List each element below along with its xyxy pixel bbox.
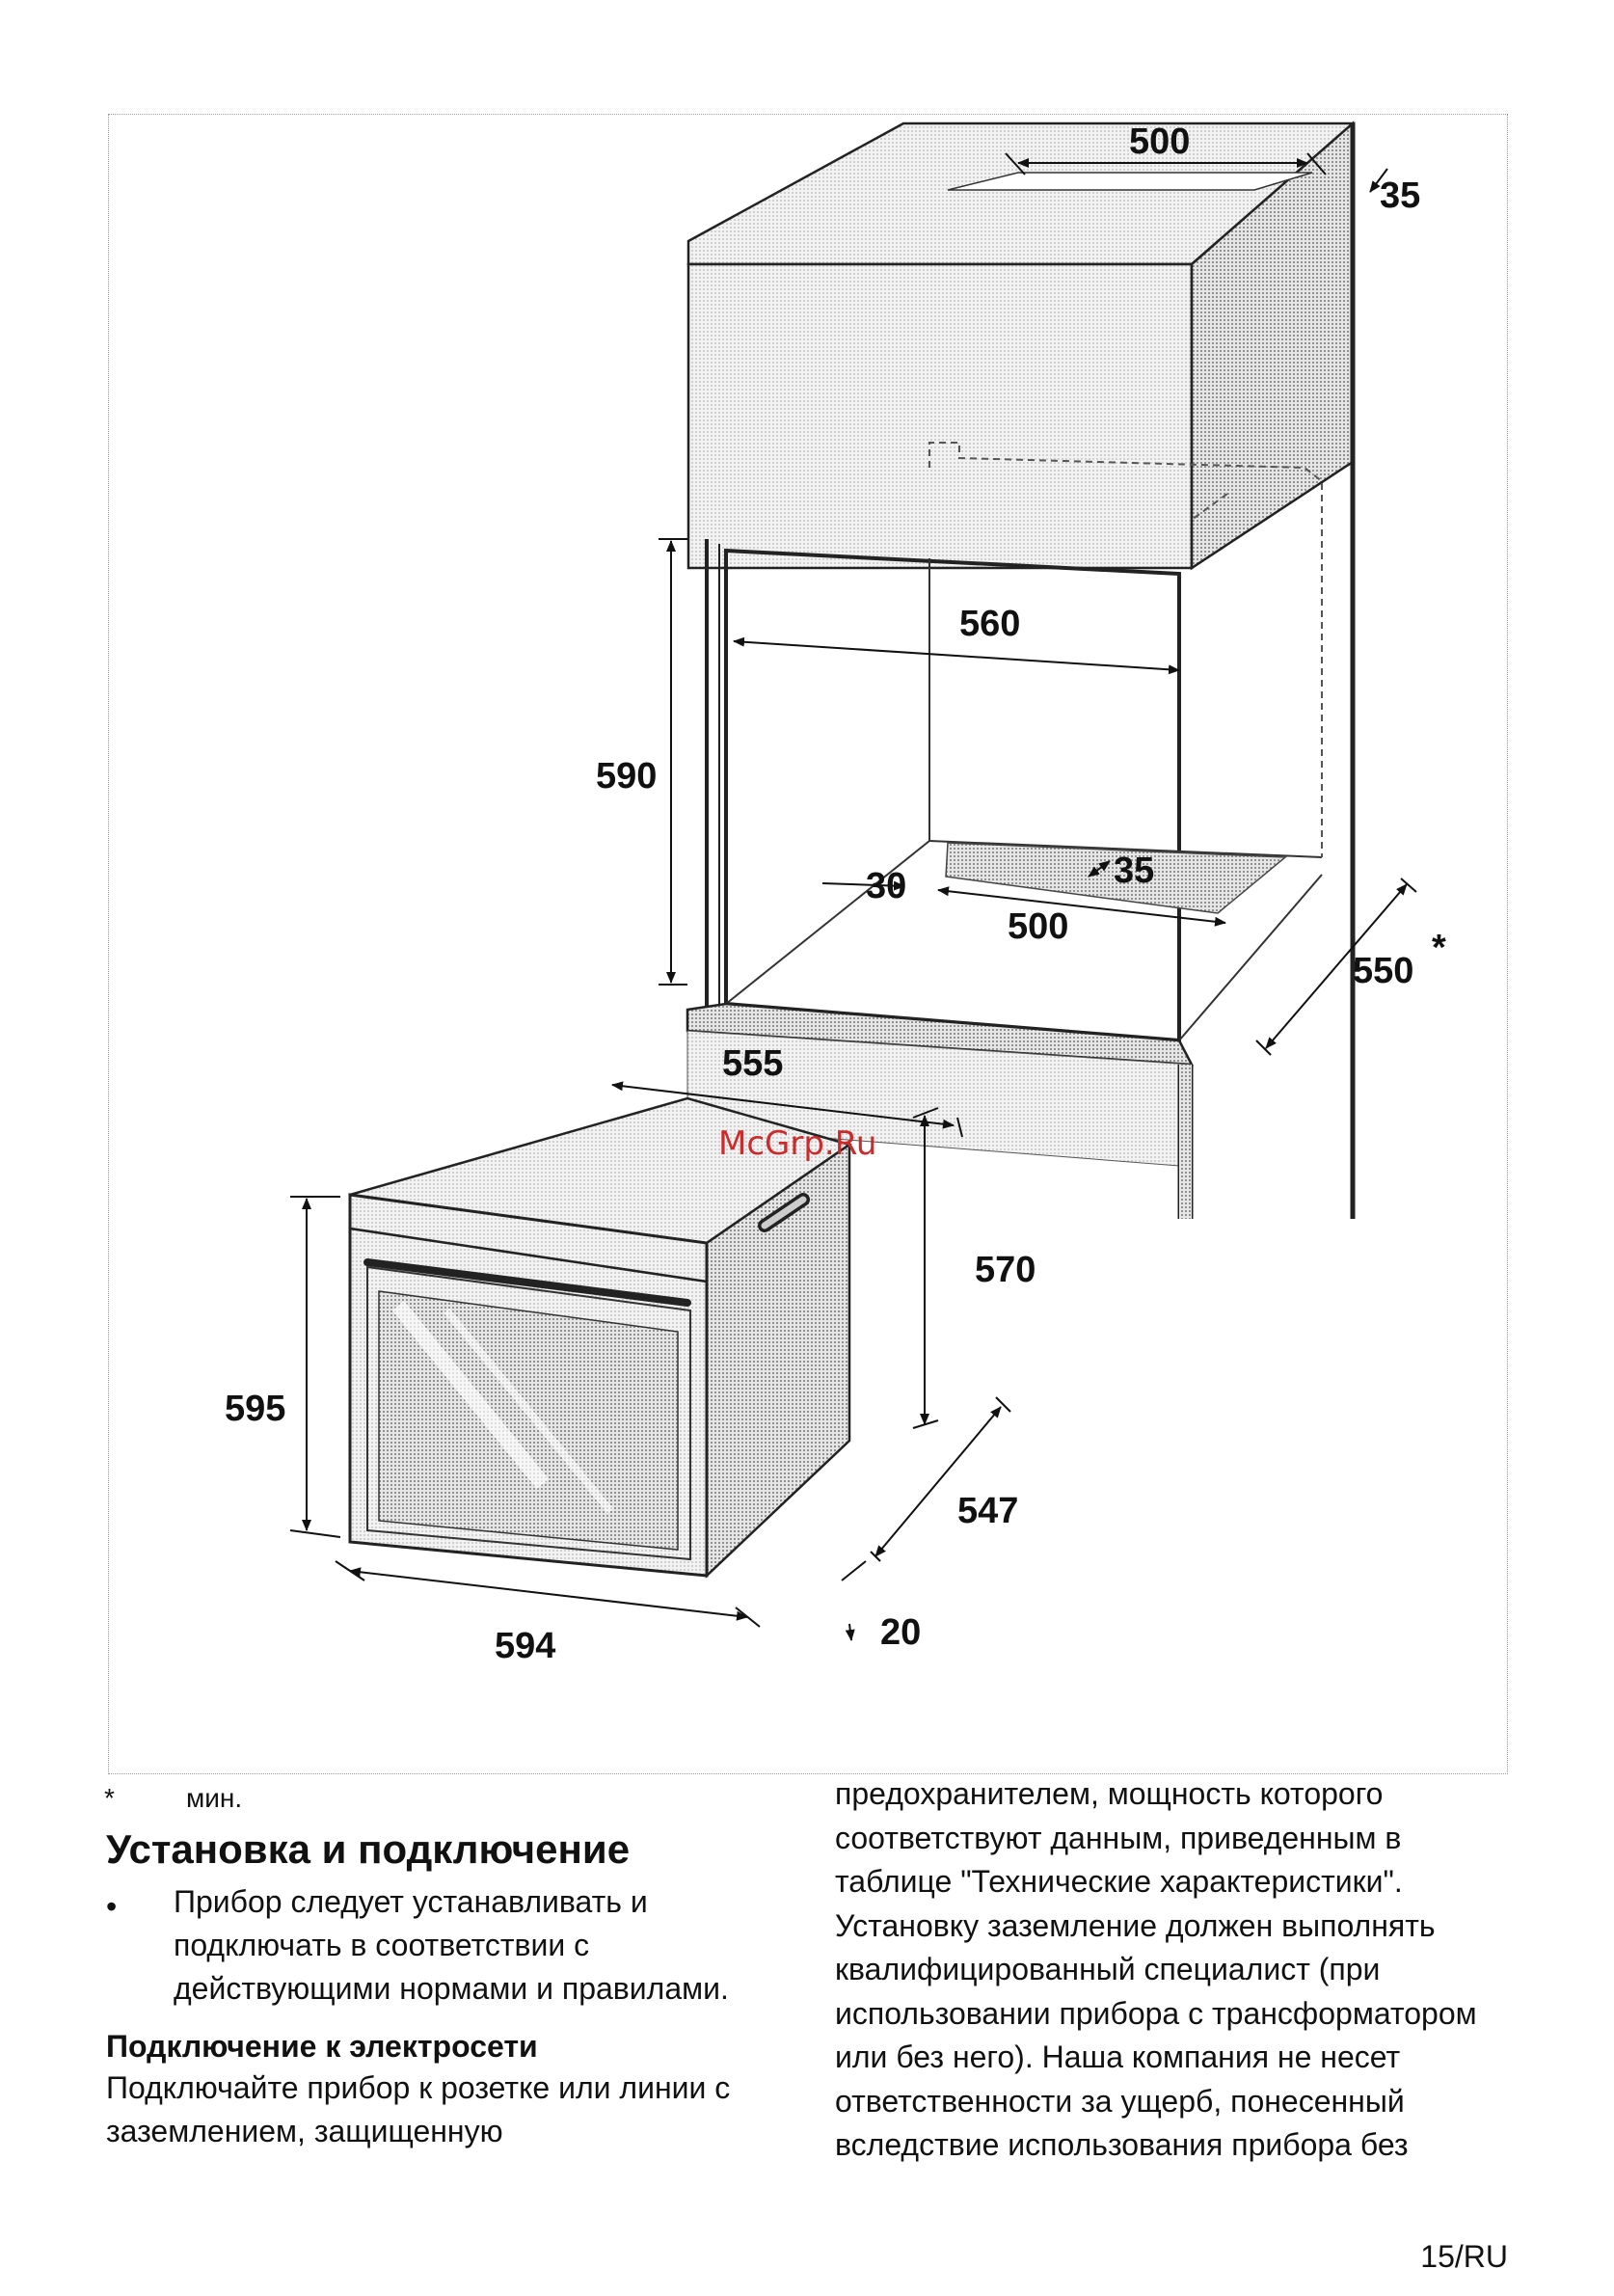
dim-550-star: * [1432,928,1446,968]
dim-590: 590 [596,756,658,797]
right-paragraph: предохранителем, мощность которого соответствуют данным, приведенным в таблице "Технические характеристики". Установку заземление должен выполнять квалифицированный специалист (при использовании прибора с трансформатором или без него). Наша компания не несет ответственности за ущерб, понесенный вследствие использования прибора без [835,1776,1477,2162]
dim-594: 594 [495,1626,556,1666]
dim-500-bottom: 500 [1008,906,1069,947]
dim-570: 570 [975,1250,1036,1290]
dim-20: 20 [880,1612,922,1653]
bullet-dot: • [106,1889,118,1924]
installation-diagram [108,114,1508,1774]
section-title: Установка и подключение [106,1826,631,1872]
dim-500-top: 500 [1129,122,1191,162]
dim-595: 595 [225,1389,286,1429]
footnote-star: * [104,1783,115,1813]
left-paragraph: Подключайте прибор к розетке или линии с заземлением, защищенную [106,2070,731,2148]
page-number: 15/RU [1420,2239,1508,2274]
dim-35-top: 35 [1380,176,1421,216]
dim-555: 555 [722,1043,784,1084]
dim-560: 560 [959,604,1021,644]
watermark: McGrp.Ru [718,1124,877,1163]
dim-30: 30 [866,866,907,906]
dim-547: 547 [957,1491,1019,1531]
bullet-text: Прибор следует устанавливать и подключать в соответствии с действующими нормами и правилами. [174,1884,729,2006]
dim-35-bottom: 35 [1114,851,1155,891]
footnote-text: мин. [186,1783,243,1813]
installation-drawing [109,115,1509,1775]
subsection-title: Подключение к электросети [106,2029,538,2064]
oven [350,1098,849,1576]
dim-550: 550 [1353,951,1414,991]
